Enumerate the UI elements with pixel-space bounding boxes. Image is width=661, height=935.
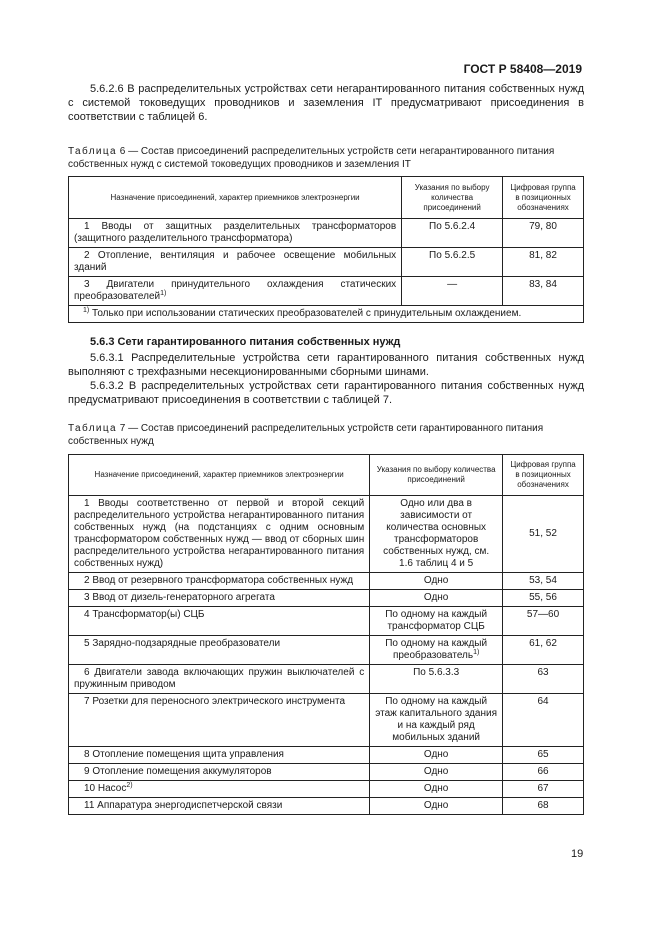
- table-row: [69, 590, 584, 607]
- column-header-purpose: Назначение присоединений, характер приемников электроэнергии: [69, 177, 402, 219]
- paragraph-text: 5.6.3.2 В распределительных устройствах сети гарантированного питания собственных нужд предусматривают присоединения в соответствии с таблицей 7.: [68, 380, 584, 406]
- table-row: [69, 781, 584, 798]
- row-spec: Одно: [370, 781, 503, 798]
- row-group: 57—60: [503, 607, 584, 636]
- footnote-ref: 1): [473, 649, 480, 656]
- row-spec: —: [402, 277, 503, 306]
- row-name: 9 Отопление помещения аккумуляторов: [84, 766, 272, 777]
- column-header-spec: Указания по выбору количества присоединений: [370, 455, 503, 496]
- footnote-ref: 2): [126, 782, 133, 789]
- row-group: 65: [503, 747, 584, 764]
- page-number: 19: [571, 848, 584, 860]
- table-row: [69, 747, 584, 764]
- table-7: [68, 454, 584, 815]
- table-row: [69, 764, 584, 781]
- paragraph-text: 5.6.3.1 Распределительные устройства сети гарантированного питания собственных нужд выполняют с трехфазными несекционированными сборными шинами.: [68, 352, 584, 378]
- row-group: 67: [503, 781, 584, 798]
- row-spec: По одному на каждый преобразователь: [385, 638, 488, 661]
- row-group: 79, 80: [503, 219, 584, 248]
- paragraph-5-6-2-6: [68, 82, 584, 124]
- row-group: 68: [503, 798, 584, 815]
- row-spec: Одно или два в зависимости от количества основных трансформаторов собственных нужд, см. 1.6 таблиц 4 и 5: [370, 496, 503, 573]
- row-group: 53, 54: [503, 573, 584, 590]
- column-header-group: Цифровая группа в позиционных обозначениях: [503, 455, 584, 496]
- row-spec: По 5.6.2.5: [402, 248, 503, 277]
- table-row: [69, 277, 584, 306]
- table-header-row: [69, 177, 584, 219]
- caption-label: Таблица: [68, 146, 118, 157]
- row-spec: По одному на каждый трансформатор СЦБ: [370, 607, 503, 636]
- row-group: 66: [503, 764, 584, 781]
- table-6: [68, 176, 584, 323]
- row-name: 7 Розетки для переносного электрического инструмента: [84, 696, 346, 707]
- row-group: 81, 82: [503, 248, 584, 277]
- column-header-spec: Указания по выбору количества присоединений: [402, 177, 503, 219]
- row-group: 64: [503, 694, 584, 747]
- row-spec: Одно: [370, 590, 503, 607]
- table-footnote-row: [69, 306, 584, 323]
- footnote-text: Только при использовании статических преобразователей с принудительным охлаждением.: [89, 308, 522, 319]
- paragraph-text: 5.6.2.6 В распределительных устройствах сети негарантированного питания собственных нужд с системой токоведущих проводников и заземления IT предусматривают присоединения в соответствии с таблицей 6.: [68, 83, 584, 123]
- row-group: 63: [503, 665, 584, 694]
- column-header-group: Цифровая группа в позиционных обозначениях: [503, 177, 584, 219]
- table-row: [69, 694, 584, 747]
- row-name: 1 Вводы от защитных разделительных трансформаторов (защитного разделительного трансформатора): [74, 221, 397, 244]
- row-name: 2 Ввод от резервного трансформатора собственных нужд: [84, 575, 354, 586]
- paragraph-5-6-3-2: [68, 379, 584, 407]
- caption-label: Таблица: [68, 423, 118, 434]
- table-row: [69, 636, 584, 665]
- row-name: 3 Двигатели принудительного охлаждения статических преобразователей: [74, 279, 397, 302]
- table-row: [69, 248, 584, 277]
- row-name: 10 Насос: [84, 783, 127, 794]
- table-row: [69, 496, 584, 573]
- table-6-caption: [68, 145, 584, 171]
- table-row: [69, 607, 584, 636]
- row-spec: Одно: [370, 798, 503, 815]
- table-row: [69, 665, 584, 694]
- row-name: 2 Отопление, вентиляция и рабочее освещение мобильных зданий: [74, 250, 397, 273]
- row-spec: Одно: [370, 747, 503, 764]
- table-row: [69, 798, 584, 815]
- row-name: 6 Двигатели завода включающих пружин выключателей с пружинным приводом: [74, 667, 365, 690]
- row-spec: Одно: [370, 764, 503, 781]
- column-header-purpose: Назначение присоединений, характер приемников электроэнергии: [69, 455, 370, 496]
- table-header-row: [69, 455, 584, 496]
- row-spec: По 5.6.3.3: [370, 665, 503, 694]
- footnote-ref: 1): [160, 290, 167, 297]
- row-name: 11 Аппаратура энергодиспетчерской связи: [84, 800, 283, 811]
- document-id-header: ГОСТ Р 58408—2019: [463, 62, 582, 76]
- caption-text: 6 — Состав присоединений распределительных устройств сети негарантированного питания собственных нужд с системой токоведущих проводников и заземления IT: [68, 146, 555, 170]
- section-heading-5-6-3: 5.6.3 Сети гарантированного питания собственных нужд: [90, 336, 401, 348]
- table-row: [69, 219, 584, 248]
- row-name: 8 Отопление помещения щита управления: [84, 749, 284, 760]
- row-name: 1 Вводы соответственно от первой и второй секций распределительного устройства негарантированного питания собственных нужд (на подстанциях с одним основным трансформатором собственных нужд — ввод от сборных шин распределительного устройства негарантированного питания собственных нужд): [74, 498, 365, 569]
- row-group: 51, 52: [503, 496, 584, 573]
- row-group: 55, 56: [503, 590, 584, 607]
- row-spec: По одному на каждый этаж капитального здания и на каждый ряд мобильных зданий: [370, 694, 503, 747]
- row-name: 3 Ввод от дизель-генераторного агрегата: [84, 592, 275, 603]
- table-7-caption: [68, 422, 584, 448]
- row-group: 83, 84: [503, 277, 584, 306]
- footnote-mark: 1): [83, 307, 90, 314]
- paragraph-5-6-3-1: [68, 351, 584, 379]
- row-spec: По 5.6.2.4: [402, 219, 503, 248]
- table-row: [69, 573, 584, 590]
- row-name: 4 Трансформатор(ы) СЦБ: [84, 609, 205, 620]
- caption-text: 7 — Состав присоединений распределительных устройств сети гарантированного питания собственных нужд: [68, 423, 544, 447]
- row-name: 5 Зарядно-подзарядные преобразователи: [84, 638, 281, 649]
- row-spec: Одно: [370, 573, 503, 590]
- row-group: 61, 62: [503, 636, 584, 665]
